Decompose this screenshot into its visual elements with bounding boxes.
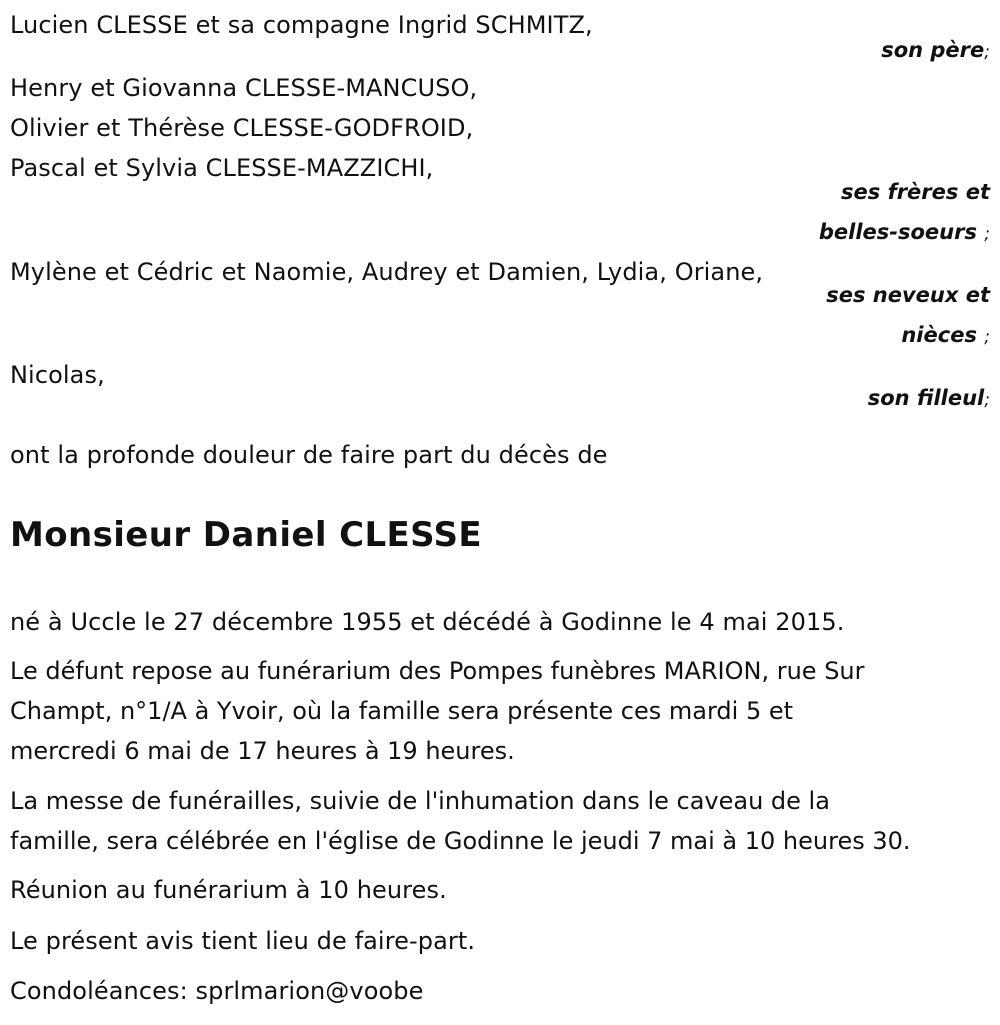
godson-role-label: son filleul (867, 386, 985, 410)
mass-line-1: La messe de funérailles, suivie de l'inhumation dans le caveau de la (10, 787, 830, 815)
sibling-line-3: Pascal et Sylvia CLESSE-MAZZICHI, (10, 154, 434, 182)
rest-paragraph (10, 651, 995, 771)
siblings-role-label: belles-soeurs (818, 220, 977, 244)
nephews-role-line-2 (901, 321, 990, 351)
siblings-role-line-1: ses frères et (841, 180, 990, 204)
father-role-separator: ; (984, 42, 990, 62)
mass-paragraph (10, 781, 995, 861)
nephews-role-separator: ; (984, 327, 990, 347)
condolences-line: Condoléances: sprlmarion@voobe (10, 977, 424, 1005)
father-role-label: son père (881, 38, 985, 62)
siblings-role-separator: ; (984, 224, 990, 244)
nephews-line: Mylène et Cédric et Naomie, Audrey et Damien, Lydia, Oriane, (10, 258, 764, 286)
birth-death-line: né à Uccle le 27 décembre 1955 et décédé à Godinne le 4 mai 2015. (10, 608, 845, 636)
rest-line-2: Champt, n°1/A à Yvoir, où la famille sera présente ces mardi 5 et (10, 697, 794, 725)
father-role (881, 36, 990, 66)
siblings-role-line-2 (819, 218, 990, 248)
godson-role (868, 384, 990, 414)
godson-line: Nicolas, (10, 361, 105, 389)
godson-role-separator: ; (984, 390, 990, 410)
rest-line-3: mercredi 6 mai de 17 heures à 19 heures. (10, 737, 515, 765)
notice-line: Le présent avis tient lieu de faire-part. (10, 927, 476, 955)
father-line: Lucien CLESSE et sa compagne Ingrid SCHMITZ, (10, 11, 593, 39)
deceased-name: Monsieur Daniel CLESSE (10, 515, 483, 555)
sibling-line-1: Henry et Giovanna CLESSE-MANCUSO, (10, 74, 478, 102)
mass-line-2: famille, sera célébrée en l'église de Godinne le jeudi 7 mai à 10 heures 30. (10, 827, 911, 855)
announcement-line: ont la profonde douleur de faire part du décès de (10, 441, 608, 469)
nephews-role-label: nièces (901, 323, 977, 347)
sibling-line-2: Olivier et Thérèse CLESSE-GODFROID, (10, 114, 474, 142)
rest-line-1: Le défunt repose au funérarium des Pompes funèbres MARION, rue Sur (10, 657, 865, 685)
nephews-role-line-1: ses neveux et (826, 283, 990, 307)
meeting-line: Réunion au funérarium à 10 heures. (10, 876, 447, 904)
